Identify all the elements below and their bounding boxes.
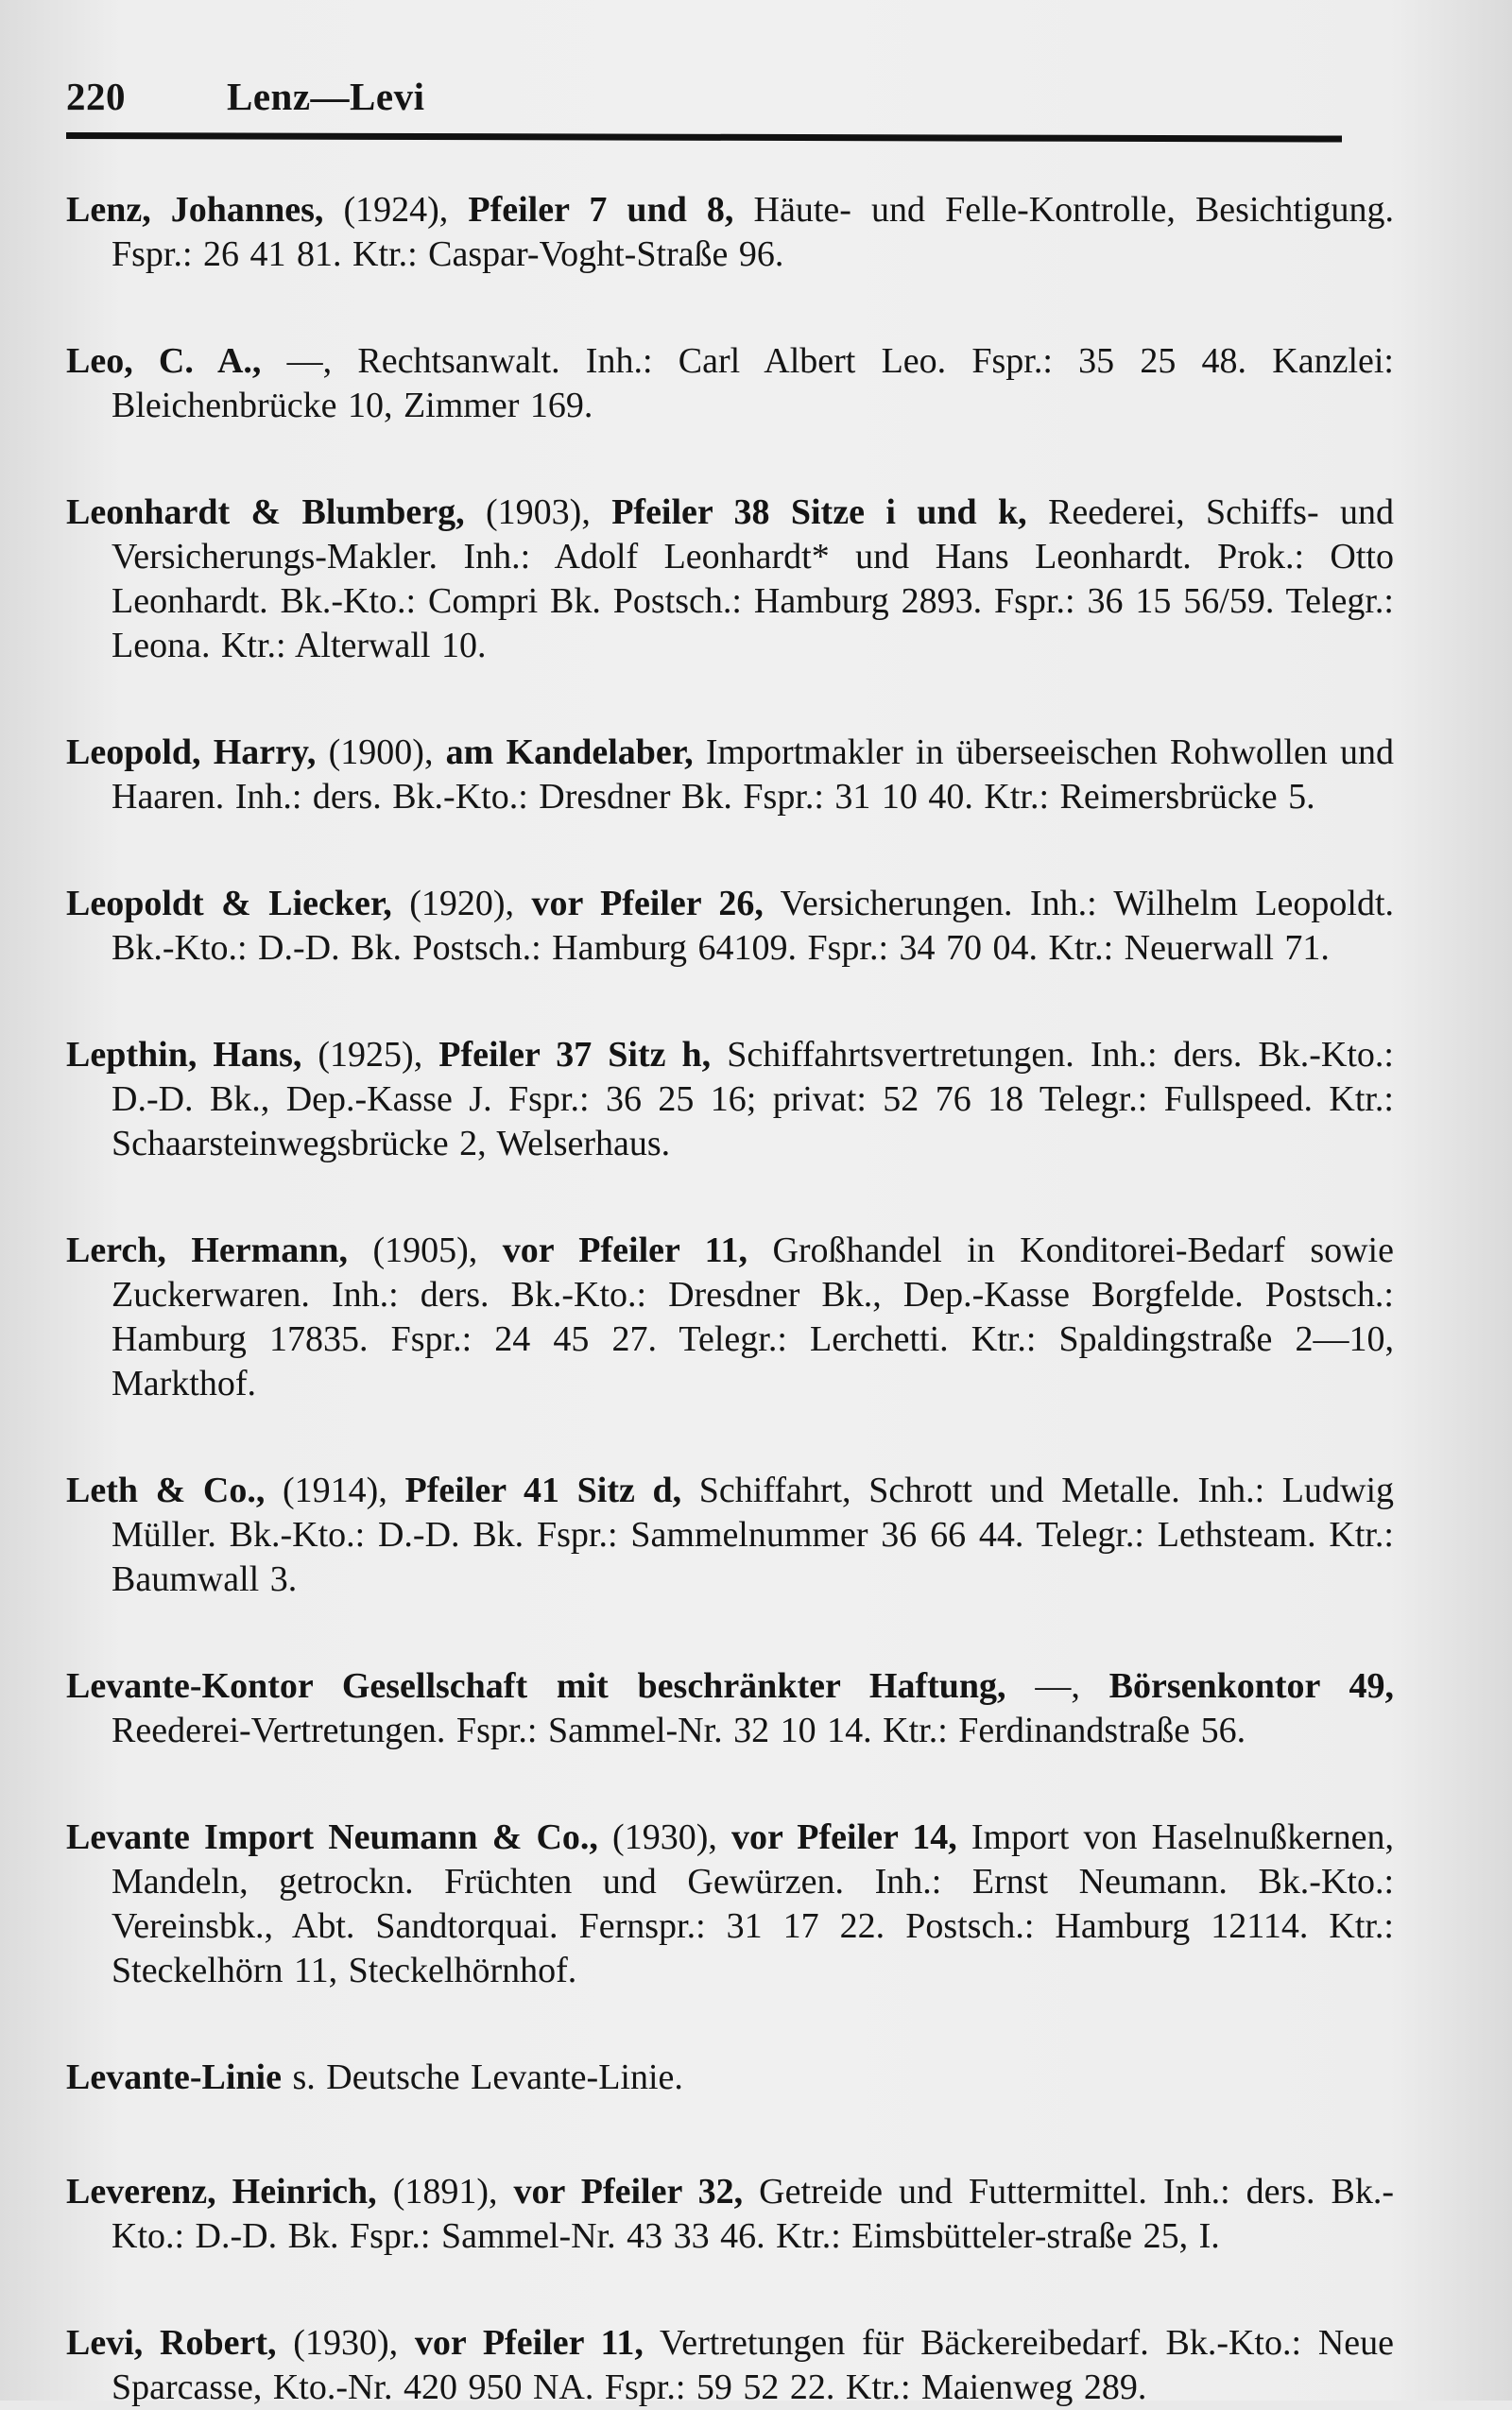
entry-name: Levi, Robert, <box>66 2323 277 2363</box>
entry-year: (1920), <box>391 884 532 923</box>
header-rule <box>66 132 1342 143</box>
page-number: 220 <box>66 75 126 118</box>
directory-entry <box>66 2170 1394 2259</box>
directory-entries <box>66 188 1446 2410</box>
entry-location: vor Pfeiler 32, <box>513 2172 744 2212</box>
directory-entry <box>66 1229 1394 1406</box>
entry-details: Großhandel in Konditorei-Bedarf sowie Zuckerwaren. Inh.: ders. Bk.-Kto.: Dresdner Bk., Dep.-Kasse Borgfelde. Postsch.: Hamburg 17835. Fspr.: 24 45 27. Telegr.: Lerchetti. Ktr.: Spaldingstraße 2—10, Markthof. <box>112 1231 1394 1403</box>
entry-name: Leo, C. A., <box>66 341 262 381</box>
entry-details: Häute- und Felle-Kontrolle, Besichtigung. Fspr.: 26 41 81. Ktr.: Caspar-Voght-Straße 96. <box>112 190 1394 274</box>
entry-name: Levante Import Neumann & Co., <box>66 1817 598 1857</box>
entry-location: Pfeiler 7 und 8, <box>468 190 734 230</box>
entry-name: Lerch, Hermann, <box>66 1231 349 1270</box>
entry-year: —, <box>1005 1666 1109 1706</box>
directory-entry <box>66 731 1394 819</box>
entry-year: —, <box>261 341 358 381</box>
running-head: Lenz—Levi <box>227 75 425 118</box>
entry-location: vor Pfeiler 26, <box>531 884 764 923</box>
entry-details: Rechtsanwalt. Inh.: Carl Albert Leo. Fspr.: 35 25 48. Kanzlei: Bleichenbrücke 10, Zimmer 169. <box>112 341 1394 425</box>
entry-details: Importmakler in überseeischen Rohwollen und Haaren. Inh.: ders. Bk.-Kto.: Dresdner Bk. Fspr.: 31 10 40. Ktr.: Reimersbrücke 5. <box>112 732 1395 817</box>
entry-year: (1925), <box>301 1035 439 1075</box>
entry-location: Pfeiler 41 Sitz d, <box>404 1471 682 1510</box>
entry-year: (1930), <box>276 2323 415 2363</box>
directory-entry <box>66 491 1394 668</box>
directory-entry <box>66 2056 1394 2100</box>
entry-name: Levante-Linie <box>66 2057 282 2097</box>
directory-entry <box>66 1033 1394 1166</box>
entry-location: Börsenkontor 49, <box>1108 1666 1395 1706</box>
directory-entry <box>66 2321 1394 2410</box>
entry-details: Deutsche Levante-Linie. <box>326 2057 683 2097</box>
entry-location: vor Pfeiler 11, <box>502 1231 748 1270</box>
directory-entry <box>66 882 1394 971</box>
entry-details: Schiffahrt, Schrott und Metalle. Inh.: Ludwig Müller. Bk.-Kto.: D.-D. Bk. Fspr.: Sammelnummer 36 66 44. Telegr.: Lethsteam. Ktr.: Baumwall 3. <box>112 1471 1395 1599</box>
entry-year: (1900), <box>316 732 446 772</box>
entry-year: (1905), <box>348 1231 503 1270</box>
entry-details: Getreide und Futtermittel. Inh.: ders. Bk.-Kto.: D.-D. Bk. Fspr.: Sammel-Nr. 43 33 46. Ktr.: Eimsbütteler-straße 25, I. <box>112 2172 1394 2256</box>
directory-entry <box>66 1469 1394 1602</box>
entry-location: vor Pfeiler 11, <box>414 2323 644 2363</box>
entry-details: Reederei-Vertretungen. Fspr.: Sammel-Nr. 32 10 14. Ktr.: Ferdinandstraße 56. <box>112 1711 1246 1750</box>
entry-year: (1903), <box>464 492 612 532</box>
entry-location: Pfeiler 37 Sitz h, <box>438 1035 712 1075</box>
entry-name: Leonhardt & Blumberg, <box>66 492 465 532</box>
entry-year: (1914), <box>265 1471 405 1510</box>
directory-entry <box>66 339 1394 428</box>
entry-name: Lenz, Johannes, <box>66 190 324 230</box>
entry-name: Leverenz, Heinrich, <box>66 2172 377 2212</box>
entry-name: Leopoldt & Liecker, <box>66 884 392 923</box>
entry-details: Import von Haselnußkernen, Mandeln, getrockn. Früchten und Gewürzen. Inh.: Ernst Neumann. Bk.-Kto.: Vereinsbk., Abt. Sandtorquai. Fernspr.: 31 17 22. Postsch.: Hamburg 12114. Ktr.: Steckelhörn 11, Steckelhörnhof. <box>112 1817 1395 1990</box>
directory-entry <box>66 1664 1394 1753</box>
entry-location: Pfeiler 38 Sitze i und k, <box>611 492 1027 532</box>
entry-name: Levante-Kontor Gesellschaft mit beschränkter Haftung, <box>66 1666 1006 1706</box>
directory-entry <box>66 1816 1394 1993</box>
entry-year: (1891), <box>376 2172 514 2212</box>
entry-name: Leth & Co., <box>66 1471 266 1510</box>
entry-reference: s. <box>281 2057 327 2097</box>
entry-details: Vertretungen für Bäckereibedarf. Bk.-Kto.: Neue Sparcasse, Kto.-Nr. 420 950 NA. Fspr.: 59 52 22. Ktr.: Maienweg 289. <box>112 2323 1395 2407</box>
entry-details: Schiffahrtsvertretungen. Inh.: ders. Bk.-Kto.: D.-D. Bk., Dep.-Kasse J. Fspr.: 36 25 16; privat: 52 76 18 Telegr.: Fullspeed. Ktr.: Schaarsteinwegsbrücke 2, Welserhaus. <box>112 1035 1394 1163</box>
entry-name: Lepthin, Hans, <box>66 1035 302 1075</box>
entry-name: Leopold, Harry, <box>66 732 317 772</box>
entry-year: (1924), <box>323 190 469 230</box>
entry-details: Reederei, Schiffs- und Versicherungs-Makler. Inh.: Adolf Leonhardt* und Hans Leonhardt. Prok.: Otto Leonhardt. Bk.-Kto.: Compri Bk. Postsch.: Hamburg 2893. Fspr.: 36 15 56/59. Telegr.: Leona. Ktr.: Alterwall 10. <box>112 492 1394 665</box>
entry-location: am Kandelaber, <box>445 732 694 772</box>
directory-entry <box>66 188 1394 277</box>
entry-location: vor Pfeiler 14, <box>730 1817 957 1857</box>
page-header <box>66 74 1446 119</box>
entry-details: Versicherungen. Inh.: Wilhelm Leopoldt. Bk.-Kto.: D.-D. Bk. Postsch.: Hamburg 64109. Fspr.: 34 70 04. Ktr.: Neuerwall 71. <box>112 884 1395 968</box>
entry-year: (1930), <box>597 1817 731 1857</box>
